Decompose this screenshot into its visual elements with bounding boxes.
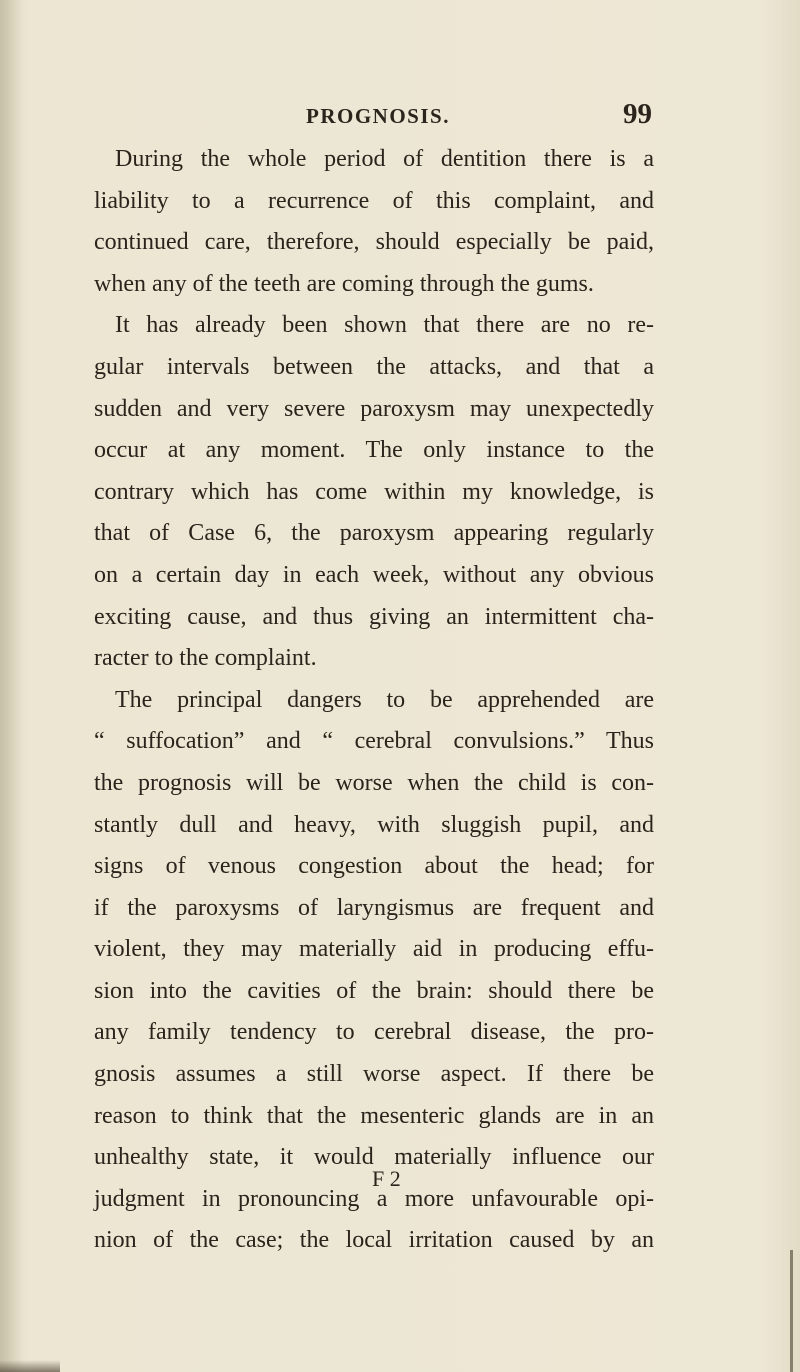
text-line: sion into the cavities of the brain: should there be bbox=[94, 977, 654, 1004]
binding-shadow bbox=[0, 0, 22, 1372]
text-line: judgment in pronouncing a more unfavourable opi- bbox=[94, 1185, 654, 1212]
text-line: gnosis assumes a still worse aspect. If there be bbox=[94, 1061, 654, 1088]
text-line: violent, they may materially aid in producing effu- bbox=[94, 936, 654, 963]
page-edge-mark bbox=[790, 1250, 793, 1372]
text-line: when any of the teeth are coming through the gums. bbox=[94, 270, 594, 297]
text-line: nion of the case; the local irritation caused by an bbox=[94, 1227, 654, 1254]
text-line: reason to think that the mesenteric glands are in an bbox=[94, 1102, 654, 1129]
body-text bbox=[94, 139, 654, 1262]
text-line: contrary which has come within my knowledge, is bbox=[94, 478, 654, 505]
text-line: on a certain day in each week, without any obvious bbox=[94, 561, 654, 588]
text-line: that of Case 6, the paroxysm appearing regularly bbox=[94, 520, 654, 547]
text-line: stantly dull and heavy, with sluggish pupil, and bbox=[94, 811, 654, 838]
text-line: sudden and very severe paroxysm may unexpectedly bbox=[94, 395, 654, 422]
text-line: During the whole period of dentition there is a bbox=[115, 146, 654, 172]
text-line: “ suffocation” and “ cerebral convulsions.” Thus bbox=[94, 728, 654, 755]
page-corner-mark bbox=[0, 1360, 60, 1372]
text-line: if the paroxysms of laryngismus are frequent and bbox=[94, 894, 654, 921]
text-line: exciting cause, and thus giving an intermittent cha- bbox=[94, 603, 654, 630]
text-line: signs of venous congestion about the head; for bbox=[94, 853, 654, 880]
text-line: occur at any moment. The only instance to the bbox=[94, 437, 654, 464]
text-line: racter to the complaint. bbox=[94, 645, 317, 672]
text-line: unhealthy state, it would materially influence our bbox=[94, 1144, 654, 1171]
text-line: It has already been shown that there are no re- bbox=[115, 312, 654, 339]
text-line: liability to a recurrence of this complaint, and bbox=[94, 187, 654, 214]
running-head-title: PROGNOSIS. bbox=[306, 104, 450, 128]
text-line: gular intervals between the attacks, and that a bbox=[94, 353, 654, 380]
signature-mark: F 2 bbox=[372, 1166, 401, 1191]
text-line: continued care, therefore, should especially be paid, bbox=[94, 229, 654, 256]
text-line: any family tendency to cerebral disease, the pro- bbox=[94, 1019, 654, 1046]
page-number: 99 bbox=[623, 98, 652, 130]
text-line: the prognosis will be worse when the child is con- bbox=[94, 769, 654, 796]
text-line: The principal dangers to be apprehended are bbox=[115, 686, 654, 713]
running-head bbox=[96, 96, 652, 136]
